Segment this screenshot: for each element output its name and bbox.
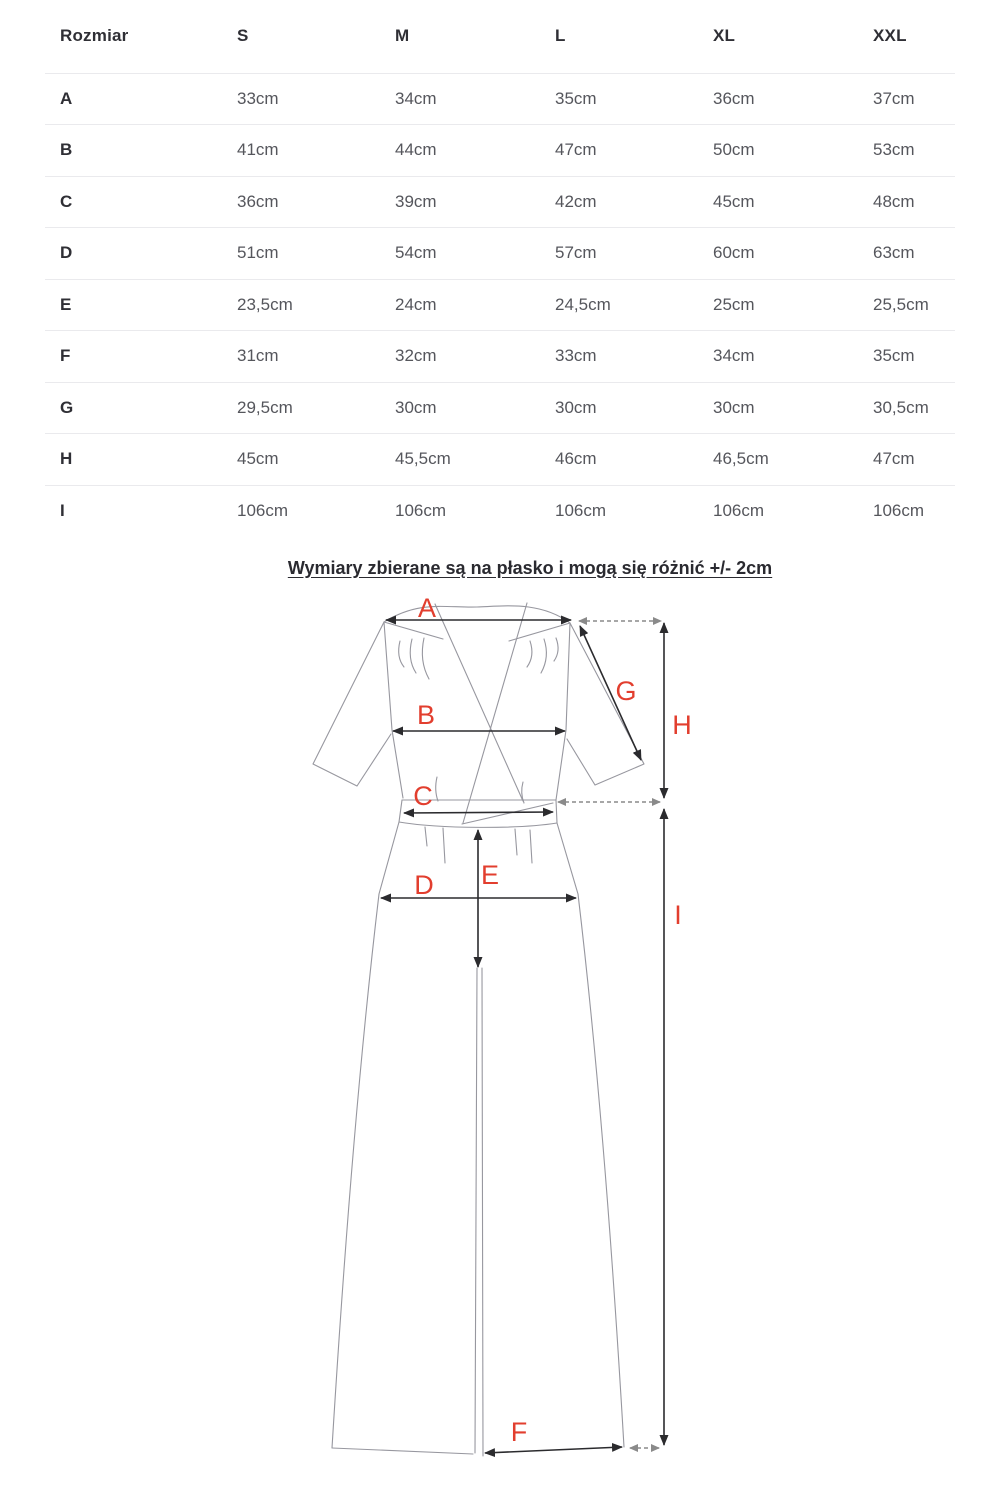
size-cell: 106cm xyxy=(395,501,447,520)
size-cell: 34cm xyxy=(713,331,873,383)
size-cell: 36cm xyxy=(713,73,873,125)
table-row xyxy=(45,331,955,383)
size-cell: 24cm xyxy=(395,279,555,331)
size-chart-section xyxy=(45,0,955,537)
table-row xyxy=(45,485,955,537)
measure-labels xyxy=(413,593,692,1447)
measure-label-e: E xyxy=(480,859,500,890)
size-cell: 45,5cm xyxy=(395,434,555,486)
measure-label-b: B xyxy=(416,699,436,730)
row-label: D xyxy=(45,228,237,280)
table-row xyxy=(45,382,955,434)
row-label: B xyxy=(45,125,237,177)
measure-label-d: D xyxy=(414,869,434,900)
size-cell: 45cm xyxy=(713,176,873,228)
size-cell: 33cm xyxy=(555,331,713,383)
size-cell: 44cm xyxy=(395,125,555,177)
size-cell: 30,5cm xyxy=(873,382,955,434)
measure-arrow-f xyxy=(485,1447,622,1453)
table-row xyxy=(45,176,955,228)
size-cell: 54cm xyxy=(395,228,555,280)
measure-arrows xyxy=(381,620,664,1453)
size-cell: 35cm xyxy=(555,73,713,125)
row-label: G xyxy=(45,382,237,434)
size-cell: 24,5cm xyxy=(555,279,713,331)
size-cell: 106cm xyxy=(873,501,925,520)
size-table-header-row xyxy=(45,0,955,73)
size-column-header: L xyxy=(555,0,713,73)
size-cell: 25,5cm xyxy=(873,279,955,331)
size-cell: 45cm xyxy=(237,434,395,486)
size-cell: 50cm xyxy=(713,125,873,177)
size-column-header: S xyxy=(237,0,395,73)
size-cell: 53cm xyxy=(873,125,955,177)
size-cell: 46,5cm xyxy=(713,434,873,486)
size-cell: 23,5cm xyxy=(237,279,395,331)
size-cell: 30cm xyxy=(555,382,713,434)
size-cell: 32cm xyxy=(395,331,555,383)
size-cell: 41cm xyxy=(237,125,395,177)
table-row xyxy=(45,434,955,486)
measure-arrow-c xyxy=(404,812,553,813)
row-label: F xyxy=(45,331,237,383)
measure-label-c: C xyxy=(413,780,433,811)
size-cell: 42cm xyxy=(555,176,713,228)
size-column-header: M xyxy=(395,0,555,73)
size-cell: 46cm xyxy=(555,434,713,486)
size-cell: 57cm xyxy=(555,228,713,280)
measure-label-a: A xyxy=(417,592,437,623)
measure-label-g: G xyxy=(615,675,637,706)
size-cell: 30cm xyxy=(395,382,555,434)
table-row xyxy=(45,228,955,280)
garment-measurement-diagram xyxy=(0,579,1000,1501)
row-label: E xyxy=(45,279,237,331)
size-cell: 48cm xyxy=(873,176,955,228)
size-table-body xyxy=(45,73,955,537)
size-cell: 35cm xyxy=(873,331,955,383)
size-cell: 106cm xyxy=(713,501,765,520)
size-column-header: XXL xyxy=(873,0,955,73)
measure-label-h: H xyxy=(672,709,692,740)
measure-label-f: F xyxy=(510,1416,528,1447)
size-cell: 30cm xyxy=(713,382,873,434)
table-row xyxy=(45,125,955,177)
measure-label-i: I xyxy=(674,899,682,930)
size-cell: 47cm xyxy=(555,125,713,177)
row-label: H xyxy=(45,434,237,486)
size-cell: 63cm xyxy=(873,228,955,280)
table-row xyxy=(45,73,955,125)
row-label: C xyxy=(45,176,237,228)
row-label: I xyxy=(60,501,65,520)
size-cell: 29,5cm xyxy=(237,382,395,434)
guide-arrows xyxy=(558,621,661,1448)
row-label: A xyxy=(45,73,237,125)
size-cell: 106cm xyxy=(237,501,289,520)
size-table xyxy=(45,0,955,537)
size-cell: 106cm xyxy=(555,501,607,520)
measurement-note: Wymiary zbierane są na płasko i mogą się różnić +/- 2cm xyxy=(287,557,773,578)
size-cell: 37cm xyxy=(873,73,955,125)
size-cell: 36cm xyxy=(237,176,395,228)
size-cell: 60cm xyxy=(713,228,873,280)
size-column-header: XL xyxy=(713,0,873,73)
size-cell: 39cm xyxy=(395,176,555,228)
table-row xyxy=(45,279,955,331)
size-cell: 34cm xyxy=(395,73,555,125)
size-cell: 51cm xyxy=(237,228,395,280)
size-cell: 33cm xyxy=(237,73,395,125)
size-column-header: Rozmiar xyxy=(45,0,237,73)
size-cell: 25cm xyxy=(713,279,873,331)
size-cell: 31cm xyxy=(237,331,395,383)
size-cell: 47cm xyxy=(873,434,955,486)
